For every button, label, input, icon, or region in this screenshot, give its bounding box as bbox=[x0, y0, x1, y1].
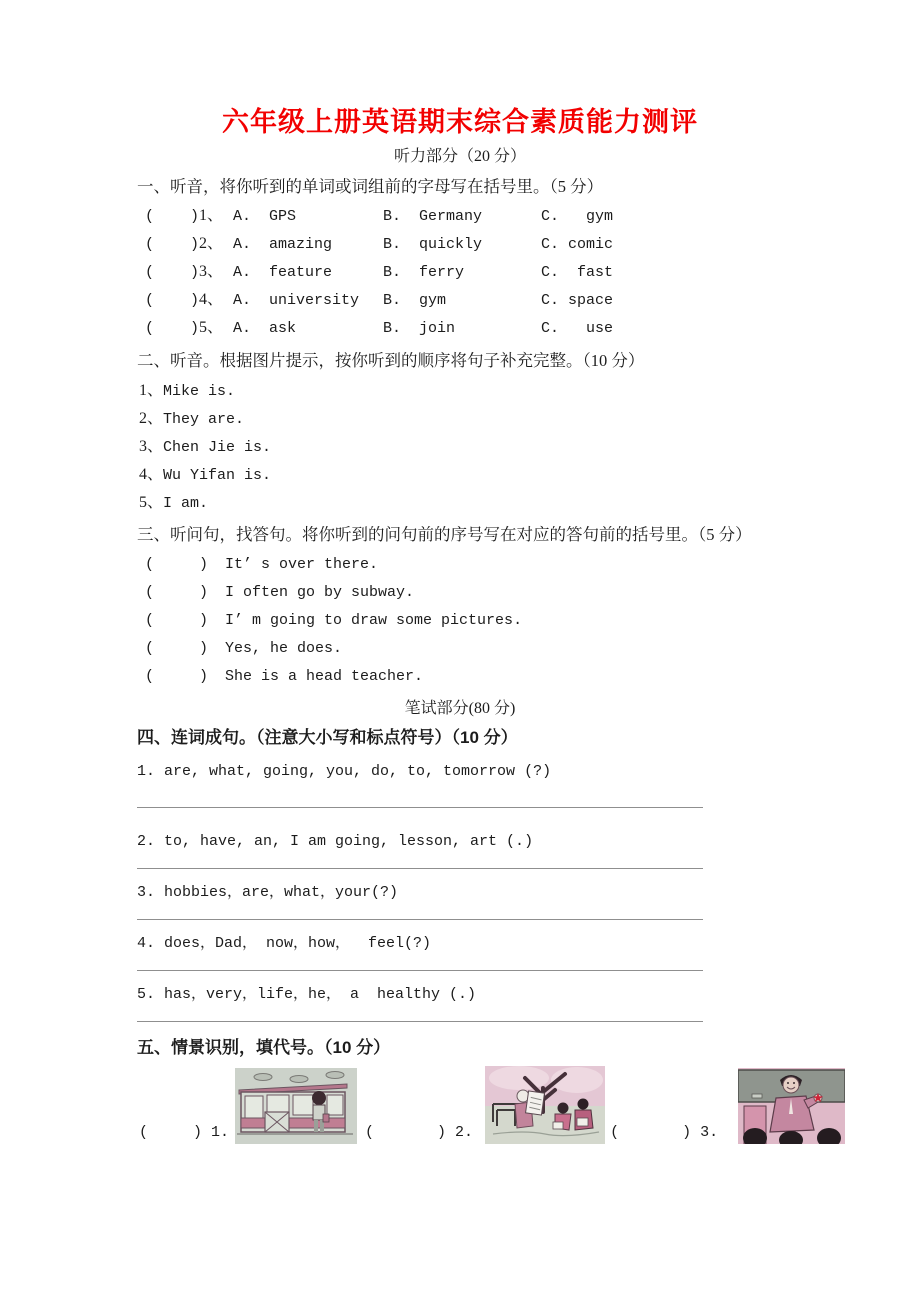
answer-bracket: ( ) 2. bbox=[365, 1124, 474, 1141]
question-number: 4、 bbox=[139, 466, 164, 483]
sentence-tail: . bbox=[226, 383, 236, 400]
answer-bracket: ( ) 1. bbox=[139, 1124, 230, 1141]
answer-bracket: ( ) bbox=[145, 208, 200, 225]
s2-fill-row bbox=[139, 404, 920, 432]
answer-rule-line bbox=[137, 1021, 703, 1022]
s4-sentence-item: 4. does，Dad， now，how， feel(?) bbox=[137, 935, 432, 952]
question-number: 3、 bbox=[199, 263, 224, 280]
question-number: 4、 bbox=[199, 291, 224, 308]
s3-answer-row bbox=[145, 606, 920, 634]
question-number: 3、 bbox=[139, 438, 164, 455]
option-a: A. amazing bbox=[233, 236, 333, 253]
option-a: A. GPS bbox=[233, 208, 297, 225]
answer-sentence: I’ m going to draw some pictures. bbox=[225, 612, 523, 629]
s1-question-row bbox=[145, 230, 920, 258]
option-a: A. university bbox=[233, 292, 360, 309]
s2-fill-row bbox=[139, 488, 920, 516]
question-number: 1、 bbox=[139, 382, 164, 399]
option-c: C. use bbox=[541, 320, 614, 337]
section1-heading: 一、听音，将你听到的单词或词组前的字母写在括号里。（5 分） bbox=[137, 177, 604, 196]
option-c: C. gym bbox=[541, 208, 614, 225]
sentence-stem: Chen Jie is bbox=[163, 439, 263, 456]
answer-sentence: Yes, he does. bbox=[225, 640, 343, 657]
s2-fill-row bbox=[139, 376, 920, 404]
answer-bracket: ( ) bbox=[145, 236, 200, 253]
s1-question-row bbox=[145, 314, 920, 342]
sentence-stem: I am bbox=[163, 495, 200, 512]
section3-heading: 三、听问句，找答句。将你听到的问句前的序号写在对应的答句前的括号里。（5 分） bbox=[137, 525, 752, 544]
question-number: 5、 bbox=[139, 494, 164, 511]
s3-answer-row bbox=[145, 578, 920, 606]
answer-rule-line bbox=[137, 919, 703, 920]
option-c: C. space bbox=[541, 292, 614, 309]
answer-rule-line bbox=[137, 807, 703, 808]
answer-bracket: ( ) bbox=[145, 292, 200, 309]
page-title: 六年级上册英语期末综合素质能力测评 bbox=[222, 107, 698, 137]
option-b: B. join bbox=[383, 320, 456, 337]
s3-answer-row bbox=[145, 662, 920, 690]
sentence-stem: Wu Yifan is bbox=[163, 467, 263, 484]
answer-sentence: She is a head teacher. bbox=[225, 668, 424, 685]
sentence-tail: . bbox=[235, 411, 245, 428]
answer-bracket: ( ) 3. bbox=[610, 1124, 719, 1141]
option-c: C. comic bbox=[541, 236, 614, 253]
s3-answer-row bbox=[145, 634, 920, 662]
option-b: B. gym bbox=[383, 292, 447, 309]
classroom-teacher-scene-image bbox=[738, 1068, 845, 1144]
s2-fill-row bbox=[139, 432, 920, 460]
park-reading-scene-image bbox=[485, 1066, 605, 1144]
question-number: 1、 bbox=[199, 207, 224, 224]
sentence-tail: . bbox=[262, 439, 272, 456]
answer-bracket: ( ) bbox=[145, 320, 200, 337]
answer-bracket: ( ) bbox=[145, 668, 209, 685]
option-b: B. Germany bbox=[383, 208, 483, 225]
sentence-stem: They are bbox=[163, 411, 236, 428]
question-number: 2、 bbox=[139, 410, 164, 427]
option-a: A. feature bbox=[233, 264, 333, 281]
written-part-header: 笔试部分(80 分) bbox=[404, 700, 516, 717]
answer-rule-line bbox=[137, 970, 703, 971]
section2-heading: 二、听音。根据图片提示，按你听到的顺序将句子补充完整。（10 分） bbox=[137, 351, 645, 370]
s4-sentence-item: 2. to, have, an, I am going, lesson, art (.) bbox=[137, 833, 534, 850]
section4-heading: 四、连词成句。（注意大小写和标点符号）（10 分） bbox=[137, 728, 518, 747]
listening-part-header: 听力部分（20 分） bbox=[393, 148, 526, 165]
option-c: C. fast bbox=[541, 264, 614, 281]
s2-fill-row bbox=[139, 460, 920, 488]
answer-sentence: It’ s over there. bbox=[225, 556, 379, 573]
option-b: B. quickly bbox=[383, 236, 483, 253]
answer-bracket: ( ) bbox=[145, 264, 200, 281]
answer-bracket: ( ) bbox=[145, 612, 209, 629]
sentence-tail: . bbox=[262, 467, 272, 484]
s1-question-row bbox=[145, 286, 920, 314]
s4-sentence-item: 1. are, what, going, you, do, to, tomorrow (?) bbox=[137, 763, 552, 780]
answer-bracket: ( ) bbox=[145, 640, 209, 657]
s4-sentence-item: 3. hobbies，are，what，your(?) bbox=[137, 884, 399, 901]
answer-bracket: ( ) bbox=[145, 556, 209, 573]
question-number: 2、 bbox=[199, 235, 224, 252]
s5-picture-row bbox=[139, 1066, 920, 1144]
s3-answer-row bbox=[145, 550, 920, 578]
sentence-tail: . bbox=[199, 495, 209, 512]
option-b: B. ferry bbox=[383, 264, 465, 281]
answer-bracket: ( ) bbox=[145, 584, 209, 601]
option-a: A. ask bbox=[233, 320, 297, 337]
sentence-stem: Mike is bbox=[163, 383, 227, 400]
section5-heading: 五、情景识别，填代号。（10 分） bbox=[137, 1038, 391, 1057]
s4-sentence-item: 5. has，very，life，he， a healthy (.) bbox=[137, 986, 477, 1003]
answer-rule-line bbox=[137, 868, 703, 869]
answer-sentence: I often go by subway. bbox=[225, 584, 415, 601]
question-number: 5、 bbox=[199, 319, 224, 336]
s1-question-row bbox=[145, 258, 920, 286]
bus-stop-scene-image bbox=[235, 1068, 357, 1144]
s1-question-row bbox=[145, 202, 920, 230]
